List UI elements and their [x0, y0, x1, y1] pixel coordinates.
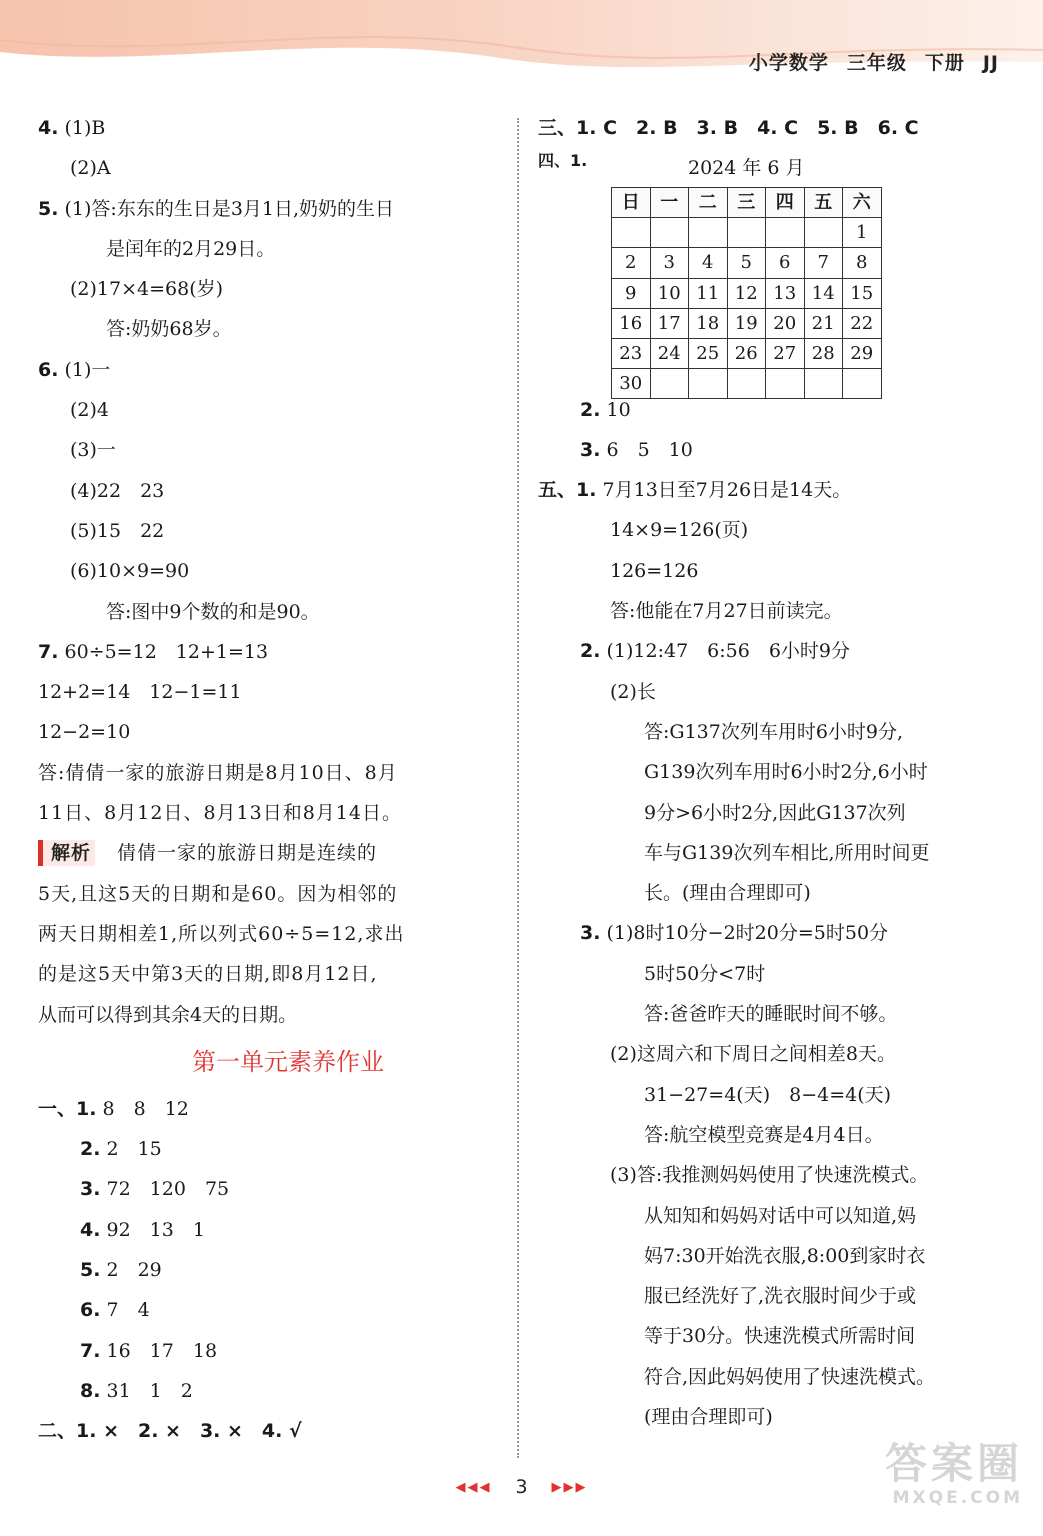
calendar-day-cell: 14	[804, 278, 843, 308]
part1-item5: 5. 2 29	[80, 1259, 162, 1282]
calendar-header-row	[612, 188, 882, 218]
calendar-day-cell	[612, 218, 651, 248]
calendar-day-cell	[689, 218, 728, 248]
calendar-day-cell: 22	[843, 308, 882, 338]
q5-line1: 5. (1)答:东东的生日是3月1日,奶奶的生日	[38, 197, 395, 220]
calendar-day-cell: 6	[766, 248, 805, 278]
calendar-day-cell: 10	[650, 278, 689, 308]
analysis-badge: 解析	[38, 840, 95, 866]
calendar-day-cell: 27	[766, 338, 805, 368]
part5-q2-line7: 长。(理由合理即可)	[644, 882, 811, 905]
calendar-week-row	[612, 338, 882, 368]
q4-line1: 4. (1)B	[38, 117, 106, 139]
calendar-day-cell: 1	[843, 218, 882, 248]
part5-q1-line2: 14×9=126(页)	[610, 519, 749, 542]
grade-label: 三年级	[846, 52, 907, 74]
part5-q1-line3: 126=126	[610, 559, 699, 582]
calendar-weekday: 六	[843, 188, 882, 218]
calendar-week-row	[612, 218, 882, 248]
watermark-top-text: 答案圈	[884, 1439, 1023, 1488]
part5-q3-line9: 妈7:30开始洗衣服,8:00到家时衣	[644, 1244, 926, 1267]
q5-line4: 答:奶奶68岁。	[106, 318, 232, 341]
analysis-line5: 从而可以得到其余4天的日期。	[38, 1003, 298, 1026]
edition-label: JJ	[982, 52, 999, 74]
part4-q1: 四、1. 2024 年 6 月	[538, 148, 1008, 188]
left-column	[38, 108, 508, 1452]
q6-line2: (2)4	[70, 399, 110, 422]
part5-q2-line1: 2. (1)12:47 6:56 6小时9分	[580, 640, 851, 663]
analysis-line1: 解析 倩倩一家的旅游日期是连续的	[38, 833, 508, 873]
part5-q3-line2: 5时50分<7时	[644, 962, 766, 985]
book-title	[731, 48, 999, 75]
calendar-week-row	[612, 248, 882, 278]
calendar-day-cell: 20	[766, 308, 805, 338]
calendar-day-cell: 8	[843, 248, 882, 278]
calendar-week-row	[612, 278, 882, 308]
watermark-bottom-text: MXQE.COM	[892, 1488, 1023, 1508]
header-band	[0, 0, 1043, 92]
part5-q3-line3: 答:爸爸昨天的睡眠时间不够。	[644, 1003, 898, 1026]
part5-q3-line6: 答:航空模型竞赛是4月4日。	[644, 1123, 884, 1146]
calendar-day-cell: 4	[689, 248, 728, 278]
part1-item1: 一、1. 8 8 12	[38, 1097, 189, 1120]
part5-q3-line1: 3. (1)8时10分−2时20分=5时50分	[580, 922, 889, 945]
q6-line5: (5)15 22	[70, 519, 165, 542]
part5-q2-line6: 车与G139次列车相比,所用时间更	[644, 841, 930, 864]
part3-line: 三、1. C 2. B 3. B 4. C 5. B 6. C	[538, 117, 919, 139]
analysis-line3: 两天日期相差1,所以列式60÷5=12,求出	[38, 922, 405, 945]
calendar-weekday: 三	[727, 188, 766, 218]
calendar-day-cell: 3	[650, 248, 689, 278]
calendar-weekday: 五	[804, 188, 843, 218]
calendar-day-cell: 21	[804, 308, 843, 338]
calendar-day-cell: 5	[727, 248, 766, 278]
right-column	[538, 108, 1008, 1437]
calendar-title: 2024 年 6 月	[688, 157, 805, 180]
part1-item6: 6. 7 4	[80, 1299, 150, 1322]
calendar-weekday: 日	[612, 188, 651, 218]
part1-item7: 7. 16 17 18	[80, 1339, 218, 1362]
calendar-weekday: 四	[766, 188, 805, 218]
calendar-day-cell: 11	[689, 278, 728, 308]
calendar-day-cell: 2	[612, 248, 651, 278]
calendar-day-cell: 15	[843, 278, 882, 308]
q5-line2: 是闰年的2月29日。	[106, 237, 276, 260]
part5-q2-line4: G139次列车用时6小时2分,6小时	[644, 761, 928, 784]
next-arrows-icon: ▶▶▶	[551, 1480, 588, 1495]
part5-q3-line11: 等于30分。快速洗模式所需时间	[644, 1325, 916, 1348]
part5-q3-line7: (3)答:我推测妈妈使用了快速洗模式。	[610, 1164, 929, 1187]
calendar-day-cell: 16	[612, 308, 651, 338]
analysis-line4: 的是这5天中第3天的日期,即8月12日,	[38, 963, 378, 986]
calendar-day-cell: 25	[689, 338, 728, 368]
calendar-day-cell: 17	[650, 308, 689, 338]
volume-label: 下册	[924, 52, 965, 74]
calendar-day-cell: 28	[804, 338, 843, 368]
q6-line7: 答:图中9个数的和是90。	[106, 600, 320, 623]
part4-q3: 3. 6 5 10	[580, 438, 693, 461]
calendar-day-cell: 24	[650, 338, 689, 368]
header-wave-decoration	[0, 0, 1043, 92]
calendar-weekday: 二	[689, 188, 728, 218]
subject-label: 小学数学	[748, 52, 829, 74]
analysis-line2: 5天,且这5天的日期和是60。因为相邻的	[38, 882, 398, 905]
calendar-day-cell	[804, 218, 843, 248]
calendar-day-cell: 12	[727, 278, 766, 308]
part5-q3-line4: (2)这周六和下周日之间相差8天。	[610, 1043, 897, 1066]
q6-line4: (4)22 23	[70, 479, 165, 502]
q4-line2: (2)A	[70, 157, 111, 180]
part1-item3: 3. 72 120 75	[80, 1178, 230, 1201]
part1-item2: 2. 2 15	[80, 1138, 162, 1161]
part5-q3-line13: (理由合理即可)	[644, 1406, 773, 1429]
part5-q3-line12: 符合,因此妈妈使用了快速洗模式。	[644, 1365, 936, 1388]
q7-line1: 7. 60÷5=12 12+1=13	[38, 640, 269, 663]
part5-q1-line4: 答:他能在7月27日前读完。	[610, 600, 843, 623]
page-number: 3	[515, 1476, 528, 1498]
q7-line5: 11日、8月12日、8月13日和8月14日。	[38, 802, 402, 825]
calendar-day-cell: 19	[727, 308, 766, 338]
q6-line1: 6. (1)一	[38, 358, 111, 381]
part5-q1-line1: 五、1. 7月13日至7月26日是14天。	[538, 479, 852, 502]
part2-line: 二、1. × 2. × 3. × 4. √	[38, 1420, 302, 1443]
part1-item4: 4. 92 13 1	[80, 1218, 205, 1241]
q6-line3: (3)一	[70, 439, 116, 462]
prev-arrows-icon: ◀◀◀	[455, 1480, 492, 1495]
part4-q2: 2. 10	[580, 398, 631, 421]
calendar-week-row	[612, 308, 882, 338]
part5-q3-line8: 从知知和妈妈对话中可以知道,妈	[644, 1204, 917, 1227]
calendar-day-cell: 13	[766, 278, 805, 308]
section-title: 第一单元素养作业	[192, 1047, 384, 1076]
q6-line6: (6)10×9=90	[70, 560, 190, 583]
watermark-logo	[853, 1440, 1023, 1522]
column-divider	[517, 118, 519, 1458]
calendar-day-cell: 29	[843, 338, 882, 368]
part5-q2-line2: (2)长	[610, 680, 656, 703]
calendar-day-cell: 9	[612, 278, 651, 308]
calendar-day-cell	[766, 218, 805, 248]
calendar-weekday: 一	[650, 188, 689, 218]
part1-item8: 8. 31 1 2	[80, 1379, 193, 1402]
calendar-day-cell	[727, 218, 766, 248]
q5-line3: (2)17×4=68(岁)	[70, 278, 224, 301]
q7-line4: 答:倩倩一家的旅游日期是8月10日、8月	[38, 761, 398, 784]
calendar-table	[611, 187, 882, 399]
calendar-day-cell: 30	[612, 369, 651, 399]
part5-q2-line5: 9分>6小时2分,因此G137次列	[644, 801, 906, 824]
calendar-day-cell: 18	[689, 308, 728, 338]
calendar-day-cell: 7	[804, 248, 843, 278]
calendar-day-cell	[650, 218, 689, 248]
part5-q2-line3: 答:G137次列车用时6小时9分,	[644, 720, 904, 743]
q7-line2: 12+2=14 12−1=11	[38, 681, 242, 704]
calendar-day-cell: 26	[727, 338, 766, 368]
part5-q3-line5: 31−27=4(天) 8−4=4(天)	[644, 1083, 892, 1106]
q7-line3: 12−2=10	[38, 721, 131, 744]
calendar-day-cell: 23	[612, 338, 651, 368]
part5-q3-line10: 服已经洗好了,洗衣服时间少于或	[644, 1285, 917, 1308]
